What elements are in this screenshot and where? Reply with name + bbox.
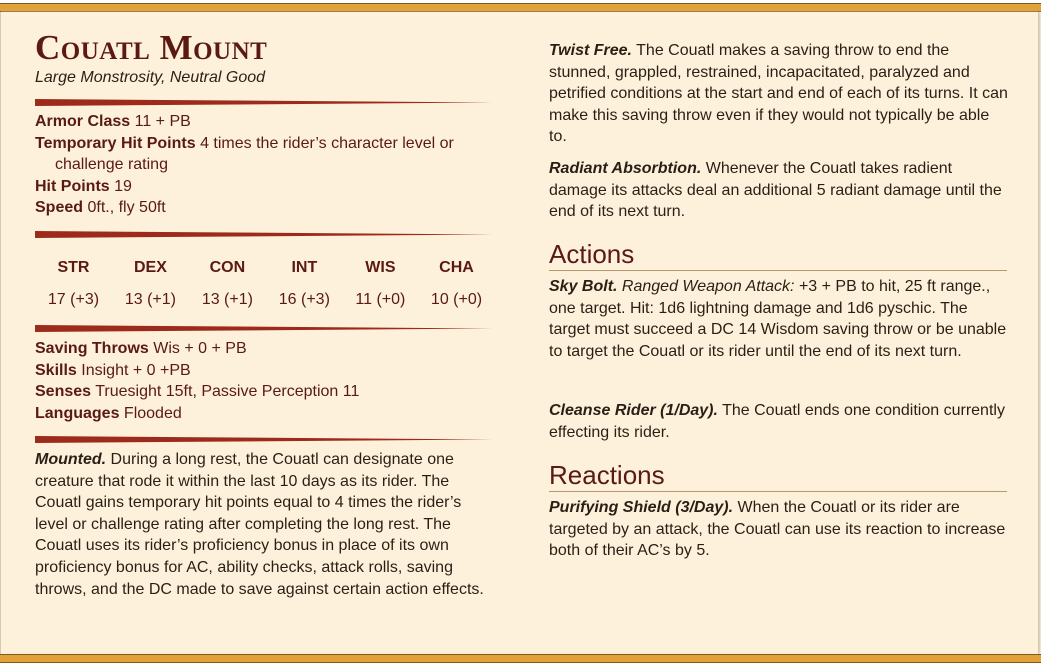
armor-class-value: 11 + PB <box>134 113 191 130</box>
skills-label: Skills <box>35 361 77 379</box>
temp-hp-row <box>35 133 495 176</box>
ability-name-cha: CHA <box>439 259 474 276</box>
temp-hp-label: Temporary Hit Points <box>35 134 196 152</box>
ability-name-dex: DEX <box>133 259 167 276</box>
ability-scores-table <box>35 257 495 311</box>
ability-score-int: 16 (+3) <box>278 291 330 308</box>
action-cleanse-rider-text: The Couatl ends one condition currently effecting its rider. <box>549 402 1005 441</box>
bottom-border-bar <box>0 654 1041 663</box>
actions-heading: Actions <box>549 239 1007 271</box>
ability-score-con: 13 (+1) <box>201 291 253 308</box>
divider-rule <box>35 99 493 106</box>
stat-block-sheet <box>0 12 1039 654</box>
saving-throws-label: Saving Throws <box>35 340 149 357</box>
senses-label: Senses <box>35 383 92 400</box>
hit-points-label: Hit Points <box>35 177 110 195</box>
hit-points-value: 19 <box>114 177 132 195</box>
ability-name-int: INT <box>291 259 318 276</box>
trait-mounted-text: During a long rest, the Couatl can designate one creature that rode it within the last 10 days as its rider. The Couatl gains temporary hit points equal to 4 times the rider’s level or challenge rating after completing the long rest. The Couatl uses its rider’s proficiency bonus in place of its own proficiency bonus for AC, ability checks, attack rolls, saving throws, and the DC made to save against certain action effects. <box>35 451 484 598</box>
skills-row <box>35 360 495 382</box>
ability-score-str: 17 (+3) <box>47 291 100 308</box>
action-cleanse-rider <box>549 400 1009 443</box>
reaction-purifying-shield-name: Purifying Shield (3/Day). <box>549 499 734 516</box>
trait-radiant-absorbtion <box>549 158 1009 223</box>
trait-twist-free <box>549 40 1009 148</box>
temp-hp-value: 4 times the rider’s character level or challenge rating <box>55 134 454 173</box>
ability-score-wis: 11 (+0) <box>355 291 406 308</box>
senses-value: Truesight 15ft, Passive Perception 11 <box>95 383 360 400</box>
languages-label: Languages <box>35 404 120 422</box>
divider-rule <box>35 231 493 238</box>
action-cleanse-rider-name: Cleanse Rider (1/Day). <box>549 402 718 419</box>
saving-throws-row <box>35 338 495 360</box>
trait-twist-free-name: Twist Free. <box>549 42 632 59</box>
skills-value: Insight + 0 +PB <box>81 361 191 379</box>
saving-throws-value: Wis + 0 + PB <box>153 340 247 357</box>
languages-row <box>35 403 495 425</box>
action-sky-bolt-name: Sky Bolt. <box>549 278 618 295</box>
armor-class-label: Armor Class <box>35 113 131 130</box>
hit-points-row <box>35 176 495 198</box>
senses-row <box>35 381 495 403</box>
armor-class-row <box>35 111 495 133</box>
detail-stats <box>35 338 495 424</box>
action-sky-bolt <box>549 276 1009 362</box>
creature-name: Couatl Mount <box>35 28 268 67</box>
trait-mounted-name: Mounted. <box>35 451 107 468</box>
trait-radiant-absorbtion-text: Whenever the Couatl takes radient damage its attacks deal an additional 5 radiant damage until the end of its next turn. <box>549 160 1002 221</box>
divider-rule <box>35 325 493 332</box>
reaction-purifying-shield-text: When the Couatl or its rider are targeted by an attack, the Couatl can use its reaction to increase both of their AC’s by 5. <box>549 499 1006 560</box>
speed-row <box>35 197 495 219</box>
speed-label: Speed <box>35 199 84 216</box>
action-sky-bolt-text: +3 + PB to hit, 25 ft range., one target. Hit: 1d6 lightning damage and 1d6 pyschic. The target must succeed a DC 14 Wisdom saving throw or be unable to target the Couatl or its rider until the end of its next turn. <box>549 278 1007 360</box>
trait-twist-free-text: The Couatl makes a saving throw to end the stunned, grappled, restrained, incapacitated, paralyzed and petrified conditions at the start and end of each of its turns. It can make this saving throw even if they would not typically be able to. <box>549 42 1008 146</box>
reactions-heading: Reactions <box>549 460 1007 492</box>
basic-stats <box>35 111 495 219</box>
action-sky-bolt-attack-type: Ranged Weapon Attack: <box>621 278 795 295</box>
ability-name-wis: WIS <box>365 259 396 276</box>
top-border-bar <box>0 3 1041 12</box>
ability-score-dex: 13 (+1) <box>124 291 176 308</box>
ability-name-str: STR <box>57 259 90 276</box>
creature-type-line: Large Monstrosity, Neutral Good <box>35 69 266 86</box>
trait-mounted <box>35 449 495 600</box>
divider-rule <box>35 436 493 443</box>
reaction-purifying-shield <box>549 497 1009 562</box>
ability-score-cha: 10 (+0) <box>430 291 483 308</box>
trait-radiant-absorbtion-name: Radiant Absorbtion. <box>549 160 702 177</box>
speed-value: 0ft., fly 50ft <box>87 199 166 216</box>
languages-value: Flooded <box>123 404 182 422</box>
ability-name-con: CON <box>209 259 246 276</box>
